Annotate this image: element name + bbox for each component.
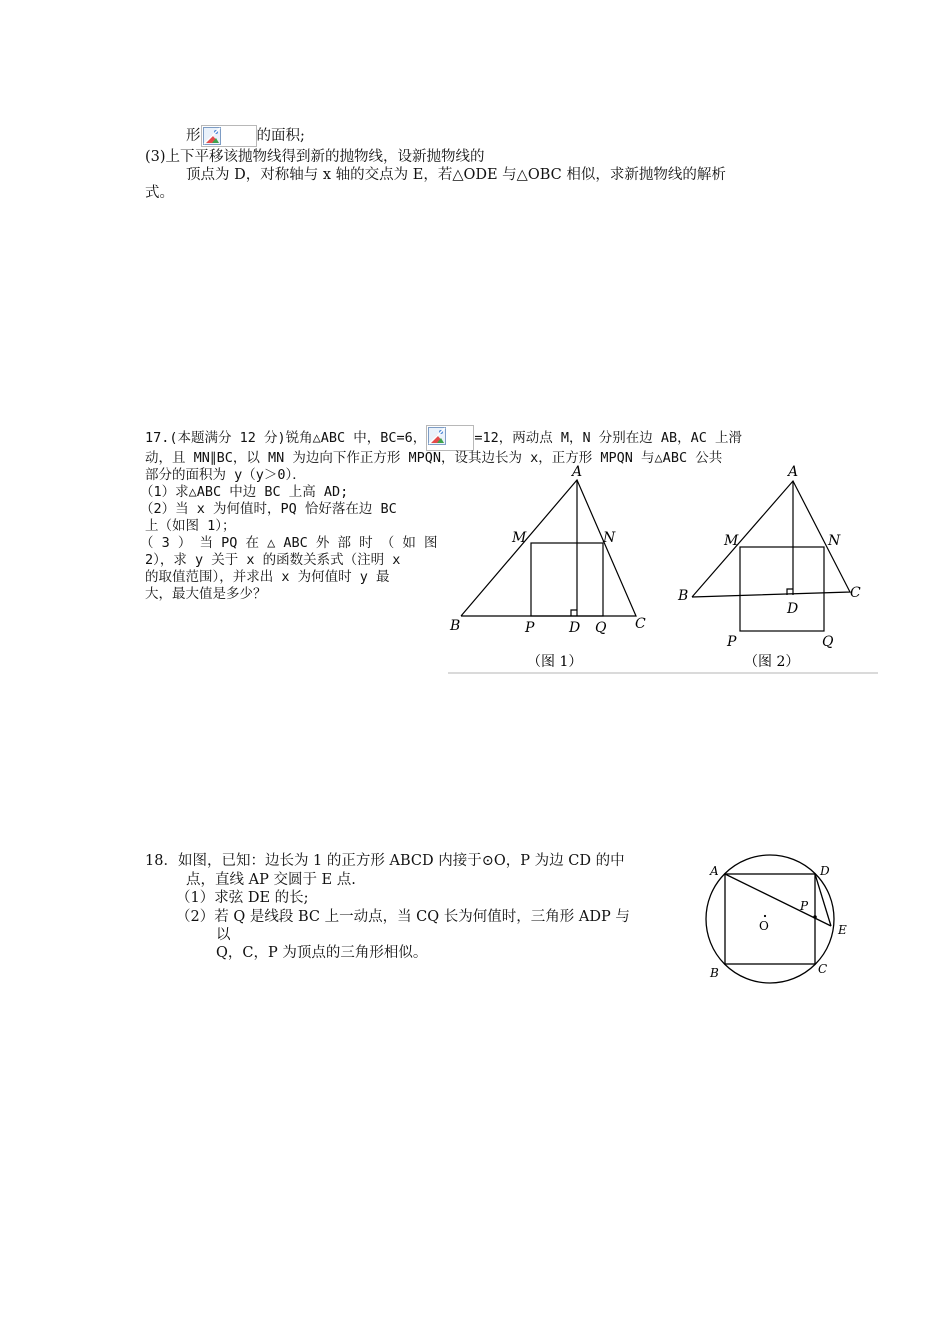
fig2-label-A: A	[788, 464, 799, 480]
fig1-label-B: B	[450, 618, 461, 634]
q18-line-1: 18．如图，已知：边长为 1 的正方形 ABCD 内接于⊙O，P 为边 CD 的中	[145, 853, 625, 869]
q18-line-5: 以	[216, 927, 231, 943]
q16-line-2: (3)上下平移该抛物线得到新的抛物线，设新抛物线的	[145, 149, 485, 165]
broken-image-icon	[426, 425, 474, 451]
q16-text-shape: 形	[186, 128, 201, 144]
q18-line-4: （2）若 Q 是线段 BC 上一动点，当 CQ 长为何值时，三角形 ADP 与	[176, 909, 630, 925]
q17-part-2b: 上（如图 1）；	[145, 518, 236, 534]
fig1-square	[531, 543, 603, 616]
figure-2	[692, 481, 850, 631]
q17-part-3d: 大，最大值是多少？	[145, 586, 267, 602]
fig1-label-D: D	[569, 620, 581, 636]
fig2-label-C: C	[850, 585, 861, 601]
q18-line-2: 点，直线 AP 交圆于 E 点.	[186, 872, 356, 888]
q17-figures	[444, 458, 884, 678]
q17-line-2: 动，且 MN∥BC，以 MN 为边向下作正方形 MPQN，设其边长为 x，正方形 MPQN 与△ABC 公共	[145, 450, 723, 466]
fig1-label-P: P	[525, 620, 535, 636]
fig2-triangle	[692, 481, 850, 597]
q17-text-intro: 17.(本题满分 12 分)锐角△ABC 中，BC=6，	[145, 430, 427, 446]
q18-figure	[700, 850, 860, 990]
q18-line-6: Q，C，P 为顶点的三角形相似。	[216, 945, 428, 961]
fig3-label-P: P	[800, 899, 809, 913]
fig3-label-C: C	[818, 962, 828, 976]
figure-1	[461, 480, 636, 616]
fig3-label-B: B	[710, 966, 719, 980]
fig1-label-Q: Q	[595, 620, 607, 636]
fig2-label-M: M	[724, 533, 739, 549]
q17-part-2a: （2）当 x 为何值时，PQ 恰好落在边 BC	[140, 501, 397, 517]
fig1-label-C: C	[635, 616, 646, 632]
fig2-caption: （图 2）	[744, 654, 800, 670]
fig3-label-A: A	[710, 864, 719, 878]
q16-text-area: 的面积;	[256, 128, 305, 144]
q16-line-3: 顶点为 D，对称轴与 x 轴的交点为 E，若△ODE 与△OBC 相似，求新抛物线的解析	[186, 167, 726, 183]
fig1-right-angle	[571, 610, 577, 616]
fig1-label-M: M	[512, 530, 527, 546]
q17-part-1: （1）求△ABC 中边 BC 上高 AD;	[140, 484, 349, 500]
q16-line-1	[186, 125, 305, 147]
fig3-label-E: E	[838, 923, 847, 937]
fig2-square	[740, 547, 824, 631]
fig2-label-D: D	[787, 601, 799, 617]
broken-image-icon	[201, 125, 257, 147]
square-ABCD	[725, 874, 815, 964]
fig2-label-P: P	[727, 634, 737, 650]
q17-part-3c: 的取值范围），并求出 x 为何值时 y 最	[145, 569, 390, 585]
q17-part-3a: （ 3 ） 当 PQ 在 △ ABC 外 部 时 （ 如 图	[140, 535, 438, 551]
fig2-label-B: B	[678, 588, 689, 604]
fig1-triangle	[461, 480, 636, 616]
chord-DE	[815, 874, 831, 926]
q18-line-3: （1）求弦 DE 的长;	[176, 890, 309, 906]
q17-text-rest: =12，两动点 M，N 分别在边 AB，AC 上滑	[474, 430, 742, 446]
q17-line-1	[145, 425, 742, 451]
q17-line-3: 部分的面积为 y（y＞0）．	[145, 467, 306, 483]
fig2-label-N: N	[828, 533, 841, 549]
fig1-label-A: A	[572, 464, 583, 480]
fig3-label-D: D	[820, 864, 830, 878]
center-O-dot	[764, 915, 766, 917]
fig3-label-O: O	[759, 919, 769, 933]
fig2-label-Q: Q	[822, 634, 834, 650]
fig1-caption: （图 1）	[527, 654, 583, 670]
point-P	[813, 915, 817, 919]
fig1-label-N: N	[603, 530, 616, 546]
q16-line-4: 式。	[145, 185, 174, 201]
q17-part-3b: 2），求 y 关于 x 的函数关系式（注明 x	[145, 552, 401, 568]
